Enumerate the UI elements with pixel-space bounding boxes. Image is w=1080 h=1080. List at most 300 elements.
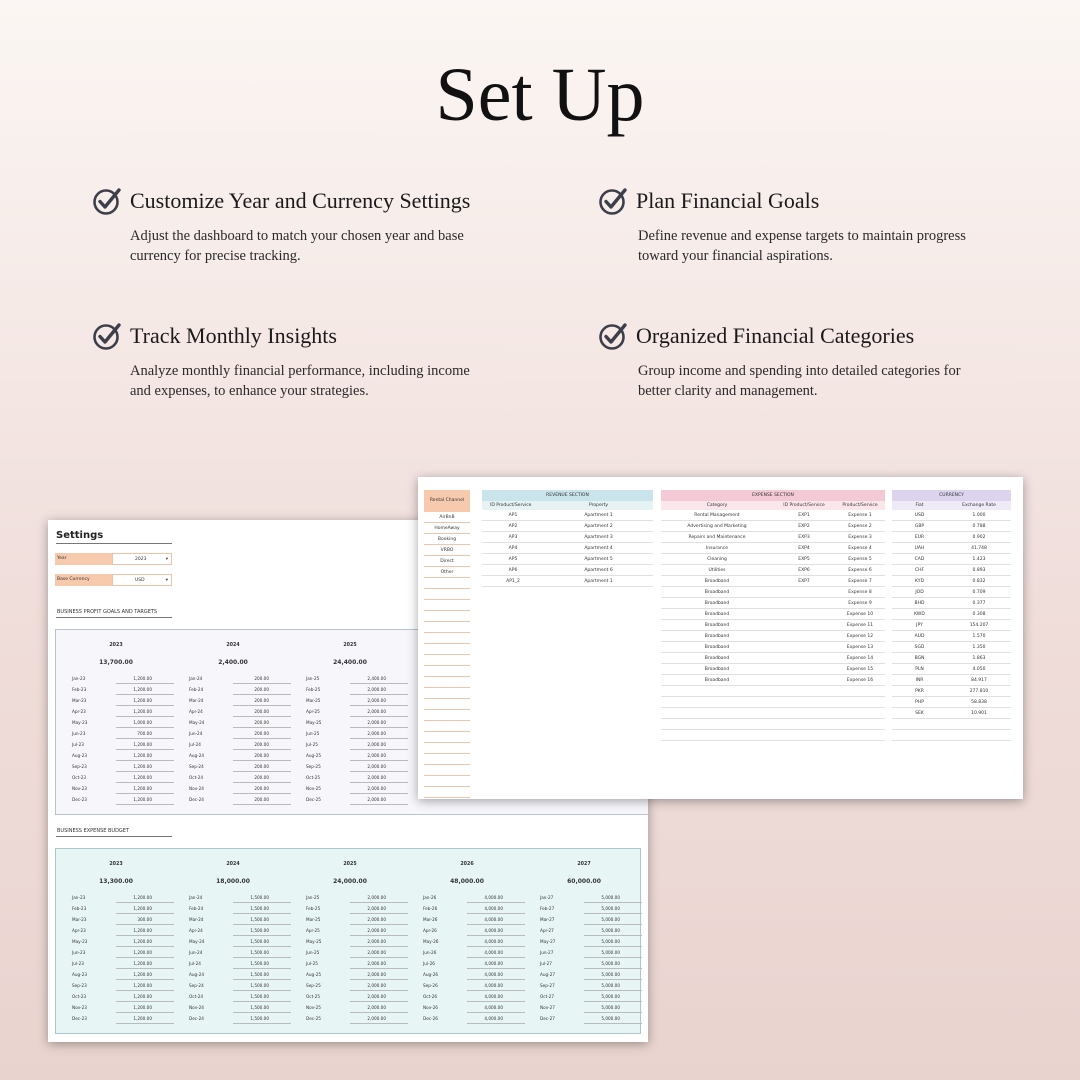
month-value[interactable]: 2,000.00: [350, 742, 408, 750]
year-total: 18,000.00: [216, 878, 250, 885]
month-label: Apr-25: [306, 709, 320, 714]
month-value[interactable]: 1,500.00: [233, 939, 291, 947]
rental-channel-header: Rental Channel: [424, 490, 470, 512]
month-value[interactable]: 1,500.00: [233, 961, 291, 969]
currency-fiat: SEK: [915, 710, 924, 716]
month-label: Feb-26: [423, 906, 438, 911]
year-label: 2023: [109, 862, 123, 867]
currency-fiat: UAH: [914, 545, 925, 551]
currency-row[interactable]: [892, 708, 1011, 719]
month-label: Oct-26: [423, 994, 438, 999]
month-value[interactable]: 5,000.00: [584, 972, 642, 980]
year-total: 13,700.00: [99, 659, 133, 666]
month-value[interactable]: 2,000.00: [350, 753, 408, 761]
month-value[interactable]: 2,000.00: [350, 961, 408, 969]
rental-channel-row[interactable]: HomeAway: [424, 523, 470, 534]
currency-empty-row: [892, 730, 1011, 741]
expense-empty-row: [661, 730, 885, 741]
currency-row[interactable]: [892, 642, 1011, 653]
currency-row[interactable]: [892, 554, 1011, 565]
checkmark-icon: [92, 186, 122, 216]
expense-id: EXP1: [798, 512, 810, 518]
month-value[interactable]: 1,200.00: [116, 676, 174, 684]
month-label: Sep-25: [306, 764, 321, 769]
month-value[interactable]: 1,200.00: [116, 983, 174, 991]
month-label: Oct-24: [189, 994, 204, 999]
month-value[interactable]: 2,000.00: [350, 928, 408, 936]
month-label: May-23: [72, 720, 88, 725]
month-label: Jul-25: [306, 961, 318, 966]
month-value[interactable]: 4,000.00: [467, 961, 525, 969]
expense-row[interactable]: [661, 631, 885, 642]
currency-rate: 84.917: [971, 677, 987, 683]
month-label: Apr-27: [540, 928, 554, 933]
revenue-row[interactable]: [482, 565, 653, 576]
expense-product: Expense 13: [846, 644, 874, 650]
currency-rate: 1.863: [972, 655, 986, 661]
feature-financial-goals: [598, 186, 998, 266]
currency-select[interactable]: [112, 574, 172, 586]
currency-fiat: KWD: [914, 611, 925, 617]
currency-row[interactable]: [892, 686, 1011, 697]
revenue-row[interactable]: [482, 521, 653, 532]
month-value[interactable]: 1,500.00: [233, 928, 291, 936]
expense-category: Broadband: [704, 666, 730, 672]
revenue-row[interactable]: [482, 510, 653, 521]
month-value[interactable]: 2,000.00: [350, 731, 408, 739]
month-value[interactable]: 1,000.00: [116, 720, 174, 728]
expense-category: Broadband: [704, 655, 730, 661]
month-value[interactable]: 200.00: [233, 709, 291, 717]
rental-channel-row[interactable]: AirBnB: [424, 512, 470, 523]
expense-col-product: Product/Service: [842, 503, 878, 508]
currency-row[interactable]: [892, 609, 1011, 620]
rental-channel-row: [424, 589, 470, 600]
expense-row[interactable]: [661, 565, 885, 576]
revenue-id: AP5: [508, 556, 518, 562]
expense-id: EXP5: [798, 556, 810, 562]
month-label: Oct-23: [72, 994, 87, 999]
month-value[interactable]: 5,000.00: [584, 928, 642, 936]
currency-fiat: CHF: [914, 567, 925, 573]
month-value[interactable]: 5,000.00: [584, 1016, 642, 1024]
month-value[interactable]: 1,200.00: [116, 928, 174, 936]
month-label: Jan-23: [72, 895, 86, 900]
month-label: Jan-26: [423, 895, 437, 900]
revenue-row[interactable]: [482, 554, 653, 565]
currency-rate: 58.838: [971, 699, 987, 705]
currency-header-row: [892, 501, 1011, 510]
currency-rate: 1.423: [972, 556, 986, 562]
month-value[interactable]: 2,000.00: [350, 917, 408, 925]
currency-row[interactable]: [892, 510, 1011, 521]
currency-row[interactable]: [892, 532, 1011, 543]
currency-row[interactable]: [892, 664, 1011, 675]
month-label: May-24: [189, 720, 205, 725]
month-label: Dec-24: [189, 1016, 204, 1021]
expense-row[interactable]: [661, 543, 885, 554]
currency-row[interactable]: [892, 620, 1011, 631]
month-label: Feb-23: [72, 906, 87, 911]
currency-rate: 1.350: [972, 644, 986, 650]
month-label: Apr-23: [72, 928, 86, 933]
month-value[interactable]: 1,200.00: [116, 939, 174, 947]
goals-heading-rule: [56, 617, 172, 618]
month-value[interactable]: 1,200.00: [116, 786, 174, 794]
month-value[interactable]: 2,000.00: [350, 983, 408, 991]
month-label: Mar-24: [189, 698, 204, 703]
year-block: [300, 849, 410, 1035]
rental-channel-row: [424, 787, 470, 798]
page-title: Set Up: [435, 53, 645, 137]
revenue-section-title: REVENUE SECTION: [482, 490, 653, 501]
expense-category: Broadband: [704, 611, 730, 617]
month-label: Nov-25: [306, 1005, 321, 1010]
month-value[interactable]: 1,200.00: [116, 994, 174, 1002]
month-value[interactable]: 5,000.00: [584, 1005, 642, 1013]
expense-category: Broadband: [704, 677, 730, 683]
feature-year-currency: [92, 186, 492, 266]
month-value[interactable]: 1,200.00: [116, 687, 174, 695]
month-value[interactable]: 2,000.00: [350, 687, 408, 695]
month-label: Jun-23: [72, 731, 86, 736]
month-value[interactable]: 200.00: [233, 742, 291, 750]
month-value[interactable]: 200.00: [233, 687, 291, 695]
year-block: [417, 849, 527, 1035]
month-label: Oct-25: [306, 775, 321, 780]
month-value[interactable]: 1,200.00: [116, 972, 174, 980]
dropdown-arrow-icon: ▾: [165, 578, 168, 583]
month-value[interactable]: 200.00: [233, 786, 291, 794]
year-total: 13,300.00: [99, 878, 133, 885]
month-value[interactable]: 1,500.00: [233, 1016, 291, 1024]
month-label: Dec-23: [72, 1016, 87, 1021]
currency-fiat: GBP: [914, 523, 925, 529]
month-value[interactable]: 4,000.00: [467, 917, 525, 925]
month-value[interactable]: 5,000.00: [584, 961, 642, 969]
month-value[interactable]: 1,200.00: [116, 961, 174, 969]
rental-channel-row: [424, 710, 470, 721]
expense-category: Broadband: [704, 644, 730, 650]
month-value[interactable]: 4,000.00: [467, 994, 525, 1002]
currency-rate: 41.748: [971, 545, 987, 551]
month-label: Apr-25: [306, 928, 320, 933]
month-label: Apr-24: [189, 928, 203, 933]
month-value[interactable]: 1,200.00: [116, 906, 174, 914]
month-label: Jan-24: [189, 895, 203, 900]
currency-row[interactable]: [892, 521, 1011, 532]
expense-row[interactable]: [661, 620, 885, 631]
expense-empty-row: [661, 686, 885, 697]
month-value[interactable]: 5,000.00: [584, 906, 642, 914]
month-label: Jun-24: [189, 950, 203, 955]
month-label: Jul-24: [189, 742, 201, 747]
currency-fiat: BHD: [914, 600, 925, 606]
expense-product: Expense 2: [848, 523, 872, 529]
month-label: Aug-27: [540, 972, 556, 977]
month-value[interactable]: 5,000.00: [584, 950, 642, 958]
rental-channel-row[interactable]: Booking: [424, 534, 470, 545]
month-value[interactable]: 1,500.00: [233, 983, 291, 991]
month-value[interactable]: 2,000.00: [350, 1005, 408, 1013]
month-value[interactable]: 200.00: [233, 753, 291, 761]
expense-row[interactable]: [661, 598, 885, 609]
month-value[interactable]: 1,200.00: [116, 895, 174, 903]
feature-description: Adjust the dashboard to match your chosen year and base currency for precise tracking.: [130, 228, 464, 264]
currency-empty-row: [892, 719, 1011, 730]
feature-description: Define revenue and expense targets to maintain progress toward your financial aspirations.: [638, 228, 966, 264]
month-value[interactable]: 2,000.00: [350, 1016, 408, 1024]
month-label: Jul-27: [540, 961, 552, 966]
month-label: Aug-23: [72, 753, 88, 758]
month-value[interactable]: 4,000.00: [467, 939, 525, 947]
month-value[interactable]: 1,200.00: [116, 797, 174, 805]
month-label: Apr-26: [423, 928, 437, 933]
revenue-property: Apartment 3: [584, 534, 613, 540]
currency-rate: 0.832: [972, 578, 986, 584]
feature-monthly-insights: [92, 321, 492, 401]
expense-empty-row: [661, 708, 885, 719]
month-label: Aug-25: [306, 753, 322, 758]
month-value[interactable]: 4,000.00: [467, 950, 525, 958]
expense-product: Expense 3: [848, 534, 872, 540]
goals-heading: BUSINESS PROFIT GOALS AND TARGETS: [57, 609, 158, 615]
month-value[interactable]: 200.00: [233, 698, 291, 706]
expense-section-title: EXPENSE SECTION: [661, 490, 885, 501]
month-value[interactable]: 1,500.00: [233, 950, 291, 958]
rental-channel-row: [424, 677, 470, 688]
checkmark-icon: [598, 321, 628, 351]
expense-category: Utilities: [708, 567, 726, 573]
month-value[interactable]: 2,000.00: [350, 972, 408, 980]
currency-fiat: PLN: [915, 666, 924, 672]
expense-category: Insurance: [705, 545, 729, 551]
revenue-row[interactable]: [482, 543, 653, 554]
month-value[interactable]: 4,000.00: [467, 1016, 525, 1024]
month-value[interactable]: 1,200.00: [116, 775, 174, 783]
revenue-property: Apartment 5: [584, 556, 613, 562]
currency-row[interactable]: [892, 587, 1011, 598]
expense-header-row: [661, 501, 885, 510]
currency-fiat: PKR: [915, 688, 924, 694]
rental-channel-row: [424, 699, 470, 710]
revenue-row[interactable]: [482, 532, 653, 543]
expense-category: Broadband: [704, 600, 730, 606]
expense-product: Expense 4: [848, 545, 872, 551]
rental-channel-row: [424, 611, 470, 622]
month-value[interactable]: 5,000.00: [584, 994, 642, 1002]
month-label: Apr-23: [72, 709, 86, 714]
revenue-row[interactable]: [482, 576, 653, 587]
month-value[interactable]: 2,000.00: [350, 906, 408, 914]
currency-row[interactable]: [892, 565, 1011, 576]
expense-row[interactable]: [661, 653, 885, 664]
expense-product: Expense 9: [848, 600, 872, 606]
checkmark-icon: [598, 186, 628, 216]
categories-sheet: [418, 477, 1023, 799]
month-value[interactable]: 1,200.00: [116, 950, 174, 958]
month-value[interactable]: 1,500.00: [233, 994, 291, 1002]
month-value[interactable]: 2,000.00: [350, 786, 408, 794]
expense-id: EXP7: [798, 578, 810, 584]
month-value[interactable]: 1,200.00: [116, 753, 174, 761]
month-value[interactable]: 1,500.00: [233, 972, 291, 980]
month-value[interactable]: 2,000.00: [350, 764, 408, 772]
month-label: Sep-24: [189, 983, 204, 988]
expense-category: Broadband: [704, 589, 730, 595]
revenue-id: AP2: [508, 523, 518, 529]
month-value[interactable]: 1,200.00: [116, 709, 174, 717]
rental-channel-row: [424, 688, 470, 699]
expense-row[interactable]: [661, 510, 885, 521]
month-value[interactable]: 4,000.00: [467, 895, 525, 903]
month-label: Oct-25: [306, 994, 321, 999]
rental-channel-row: [424, 622, 470, 633]
month-value[interactable]: 5,000.00: [584, 917, 642, 925]
month-value[interactable]: 2,000.00: [350, 895, 408, 903]
month-value[interactable]: 4,000.00: [467, 928, 525, 936]
currency-row[interactable]: [892, 631, 1011, 642]
expense-category: Cleaning: [707, 556, 727, 562]
month-value[interactable]: 200.00: [233, 676, 291, 684]
month-label: Jan-27: [540, 895, 554, 900]
year-total: 48,000.00: [450, 878, 484, 885]
currency-label: Base Currency: [55, 574, 112, 586]
month-value[interactable]: 200.00: [233, 775, 291, 783]
expense-id: EXP6: [798, 567, 810, 573]
month-label: May-25: [306, 720, 322, 725]
month-label: Nov-25: [306, 786, 321, 791]
currency-row[interactable]: [892, 675, 1011, 686]
month-value[interactable]: 5,000.00: [584, 939, 642, 947]
month-value[interactable]: 200.00: [233, 797, 291, 805]
currency-rate: 0.377: [972, 600, 986, 606]
month-value[interactable]: 4,000.00: [467, 983, 525, 991]
month-label: Jun-25: [306, 950, 320, 955]
year-label: 2024: [226, 643, 240, 648]
month-label: Nov-24: [189, 786, 204, 791]
month-value[interactable]: 1,500.00: [233, 895, 291, 903]
expense-row[interactable]: [661, 521, 885, 532]
expense-id: EXP3: [798, 534, 810, 540]
rental-channel-row: [424, 655, 470, 666]
expense-row[interactable]: [661, 675, 885, 686]
currency-col-rate: Exchange Rate: [962, 503, 996, 508]
year-block: [534, 849, 644, 1035]
expense-row[interactable]: [661, 576, 885, 587]
expense-product: Expense 11: [846, 622, 874, 628]
revenue-property: Apartment 1: [584, 578, 613, 584]
feature-categories: [598, 321, 998, 401]
year-block: [183, 849, 293, 1035]
month-value[interactable]: 200.00: [233, 764, 291, 772]
month-value[interactable]: 2,400.00: [350, 676, 408, 684]
month-value[interactable]: 2,000.00: [350, 994, 408, 1002]
month-value[interactable]: 1,200.00: [116, 742, 174, 750]
month-value[interactable]: 2,000.00: [350, 698, 408, 706]
expense-product: Expense 10: [846, 611, 874, 617]
month-value[interactable]: 2,000.00: [350, 939, 408, 947]
year-label: 2024: [226, 862, 240, 867]
currency-row[interactable]: [892, 543, 1011, 554]
feature-title: Organized Financial Categories: [636, 323, 915, 348]
month-value[interactable]: 5,000.00: [584, 983, 642, 991]
month-label: Dec-24: [189, 797, 204, 802]
expense-row[interactable]: [661, 642, 885, 653]
year-total: 24,400.00: [333, 659, 367, 666]
month-label: Aug-24: [189, 753, 205, 758]
month-value[interactable]: 4,000.00: [467, 972, 525, 980]
month-value[interactable]: 4,000.00: [467, 1005, 525, 1013]
revenue-id: AP1_2: [506, 578, 520, 584]
expense-id: EXP2: [798, 523, 810, 529]
month-value[interactable]: 4,000.00: [467, 906, 525, 914]
month-value[interactable]: 200.00: [233, 720, 291, 728]
month-value[interactable]: 2,000.00: [350, 950, 408, 958]
revenue-property: Apartment 1: [584, 512, 613, 518]
revenue-col-id: ID Product/Service: [490, 503, 532, 508]
month-value[interactable]: 5,000.00: [584, 895, 642, 903]
month-value[interactable]: 2,000.00: [350, 797, 408, 805]
month-label: Nov-23: [72, 1005, 87, 1010]
dropdown-arrow-icon: ▾: [165, 557, 168, 562]
month-value[interactable]: 1,500.00: [233, 1005, 291, 1013]
month-value[interactable]: 1,200.00: [116, 698, 174, 706]
month-value[interactable]: 700.00: [116, 731, 174, 739]
currency-row[interactable]: [892, 697, 1011, 708]
month-label: Jul-24: [189, 961, 201, 966]
currency-row[interactable]: [892, 653, 1011, 664]
expense-row[interactable]: [661, 664, 885, 675]
month-label: Dec-27: [540, 1016, 555, 1021]
expense-row[interactable]: [661, 609, 885, 620]
year-select[interactable]: [112, 553, 172, 565]
month-label: Mar-23: [72, 917, 87, 922]
month-value[interactable]: 2,000.00: [350, 709, 408, 717]
expense-row[interactable]: [661, 532, 885, 543]
month-value[interactable]: 1,200.00: [116, 764, 174, 772]
currency-row[interactable]: [892, 576, 1011, 587]
currency-fiat: SGD: [914, 644, 925, 650]
month-value[interactable]: 1,500.00: [233, 917, 291, 925]
expense-category: Advertising and Marketing: [687, 523, 747, 529]
month-value[interactable]: 300.00: [116, 917, 174, 925]
month-label: Jul-26: [423, 961, 435, 966]
month-value[interactable]: 1,200.00: [116, 1005, 174, 1013]
currency-row[interactable]: [892, 598, 1011, 609]
year-block: [66, 849, 176, 1035]
rental-channel-row[interactable]: Other: [424, 567, 470, 578]
month-label: Nov-27: [540, 1005, 555, 1010]
currency-col-fiat: Fiat: [915, 503, 924, 508]
month-label: Dec-26: [423, 1016, 438, 1021]
month-value[interactable]: 2,000.00: [350, 720, 408, 728]
rental-channel-row[interactable]: VRBO: [424, 545, 470, 556]
month-label: Aug-25: [306, 972, 322, 977]
month-value[interactable]: 2,000.00: [350, 775, 408, 783]
month-value[interactable]: 1,500.00: [233, 906, 291, 914]
month-value[interactable]: 1,200.00: [116, 1016, 174, 1024]
month-label: Feb-23: [72, 687, 87, 692]
month-value[interactable]: 200.00: [233, 731, 291, 739]
year-total: 2,400.00: [218, 659, 248, 666]
expense-product: Expense 8: [848, 589, 872, 595]
month-label: Sep-23: [72, 983, 87, 988]
expense-row[interactable]: [661, 554, 885, 565]
rental-channel-row[interactable]: Direct: [424, 556, 470, 567]
month-label: Aug-24: [189, 972, 205, 977]
expense-row[interactable]: [661, 587, 885, 598]
